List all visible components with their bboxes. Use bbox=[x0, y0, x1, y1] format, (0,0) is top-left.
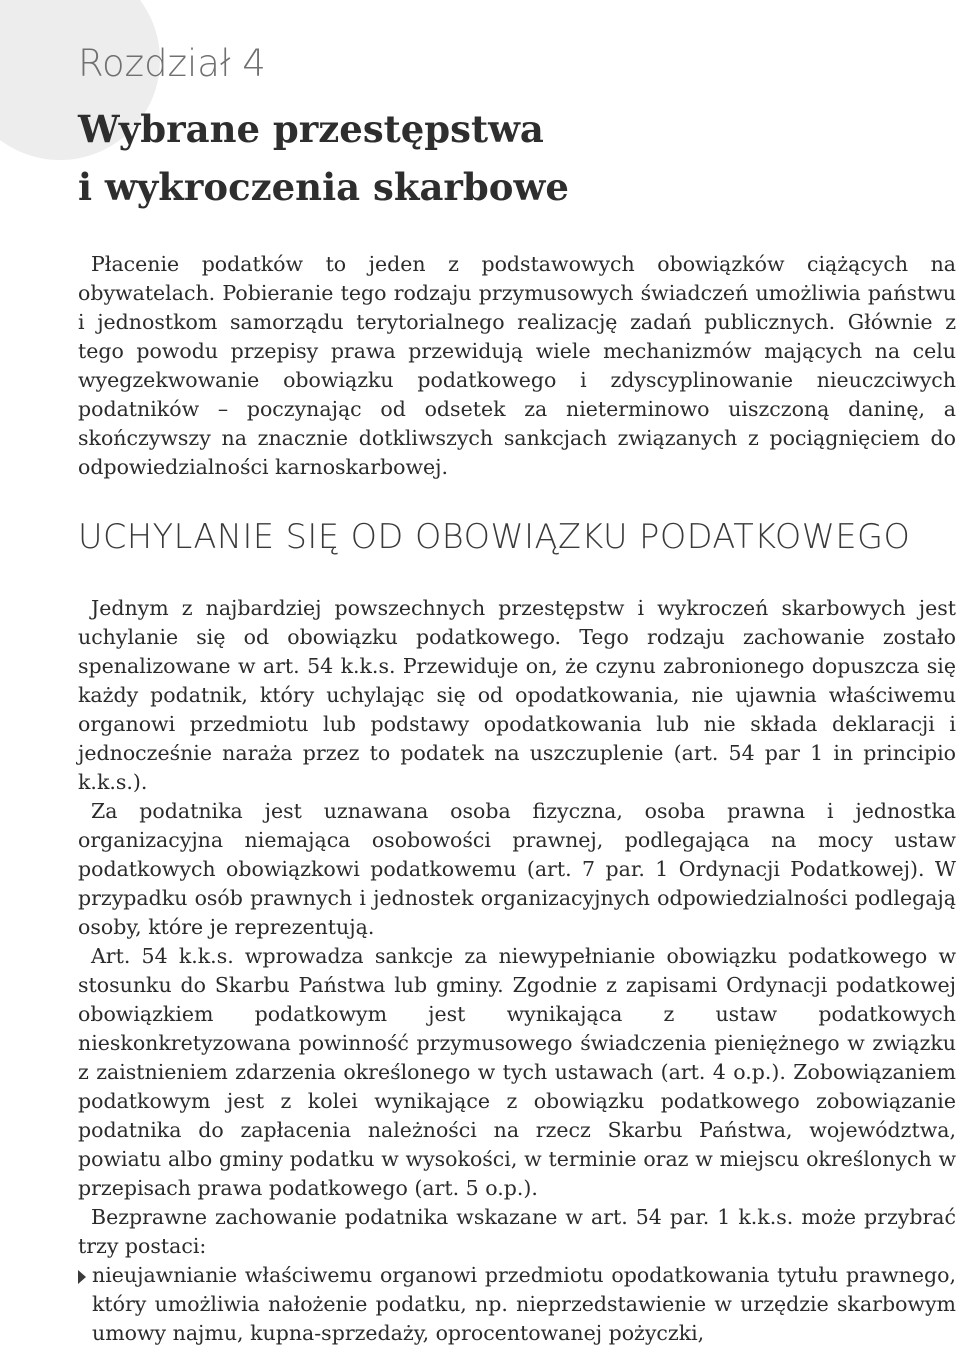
section-paragraph-1: Jednym z najbardziej powszechnych przestępstw i wykroczeń skarbowych jest uchylanie się od obowiązku podatkowego. Tego rodzaju zachowanie zostało spenalizowane w art. 54 k.k.s. Przewiduje on, że czynu zabronionego dopuszcza się każdy podatnik, który uchylając się od opodatkowania, nie ujawnia właściwemu organowi przedmiotu lub podstawy opodatkowania lub nie składa deklaracji i jednocześnie naraża przez to podatek na uszczuplenie (art. 54 par 1 in principio k.k.s.). bbox=[78, 596, 956, 794]
list-item-text: nieujawnianie właściwemu organowi przedmiotu opodatkowania tytułu prawnego, który umożliwia nałożenie podatku, np. nieprzedstawienie w urzędzie skarbowym umowy najmu, kupna-sprzedaży, oprocentowanej pożyczki, bbox=[92, 1263, 956, 1345]
chapter-title bbox=[78, 100, 956, 216]
triangle-bullet-icon bbox=[78, 1270, 86, 1284]
section-paragraph-3: Art. 54 k.k.s. wprowadza sankcje za niewypełnianie obowiązku podatkowego w stosunku do Skarbu Państwa lub gminy. Zgodnie z zapisami Ordynacji podatkowej obowiązkiem podatkowym jest wynikająca z ustaw podatkowych nieskonkretyzowana powinność przymusowego świadczenia pieniężnego w związku z zaistnieniem zdarzenia określonego w tych ustawach (art. 4 o.p.). Zobowiązaniem podatkowym jest z kolei wynikające z obowiązku podatkowego zobowiązanie podatnika do zapłacenia należności na rzecz Skarbu Państwa, województwa, powiatu albo gminy podatku w wysokości, w terminie oraz w miejscu określonych w przepisach prawa podatkowego (art. 5 o.p.). bbox=[78, 944, 956, 1200]
intro-paragraph: Płacenie podatków to jeden z podstawowych obowiązków ciążących na obywatelach. Pobieranie tego rodzaju przymusowych świadczeń umożliwia państwu i jednostkom samorządu terytorialnego realizację zadań publicznych. Głównie z tego powodu przepisy prawa przewidują wiele mechanizmów mających na celu wyegzekwowanie obowiązku podatkowego i zdyscyplinowanie nieuczciwych podatników – poczynając od odsetek za nieterminowo uiszczoną daninę, a skończywszy na znacznie dotkliwszych sankcjach związanych z pociągnięciem do odpowiedzialności karnoskarbowej. bbox=[78, 252, 956, 479]
bullet-list bbox=[78, 1261, 956, 1348]
list-item bbox=[78, 1261, 956, 1348]
chapter-title-line-1: Wybrane przestępstwa bbox=[78, 107, 544, 151]
chapter-label: Rozdział 4 bbox=[78, 42, 266, 85]
page-content bbox=[78, 38, 956, 1348]
section-paragraph-2: Za podatnika jest uznawana osoba fizyczna, osoba prawna i jednostka organizacyjna niemająca osobowości prawnej, podlegająca na mocy ustaw podatkowych obowiązkowi podatkowemu (art. 7 par. 1 Ordynacji Podatkowej). W przypadku osób prawnych i jednostek organizacyjnych odpowiedzialności podlegają osoby, które je reprezentują. bbox=[78, 799, 956, 939]
section-paragraph-4: Bezprawne zachowanie podatnika wskazane w art. 54 par. 1 k.k.s. może przybrać trzy postaci: bbox=[78, 1205, 956, 1258]
chapter-title-line-2: i wykroczenia skarbowe bbox=[78, 165, 569, 209]
section-heading: UCHYLANIE SIĘ OD OBOWIĄZKU PODATKOWEGO bbox=[78, 517, 911, 556]
